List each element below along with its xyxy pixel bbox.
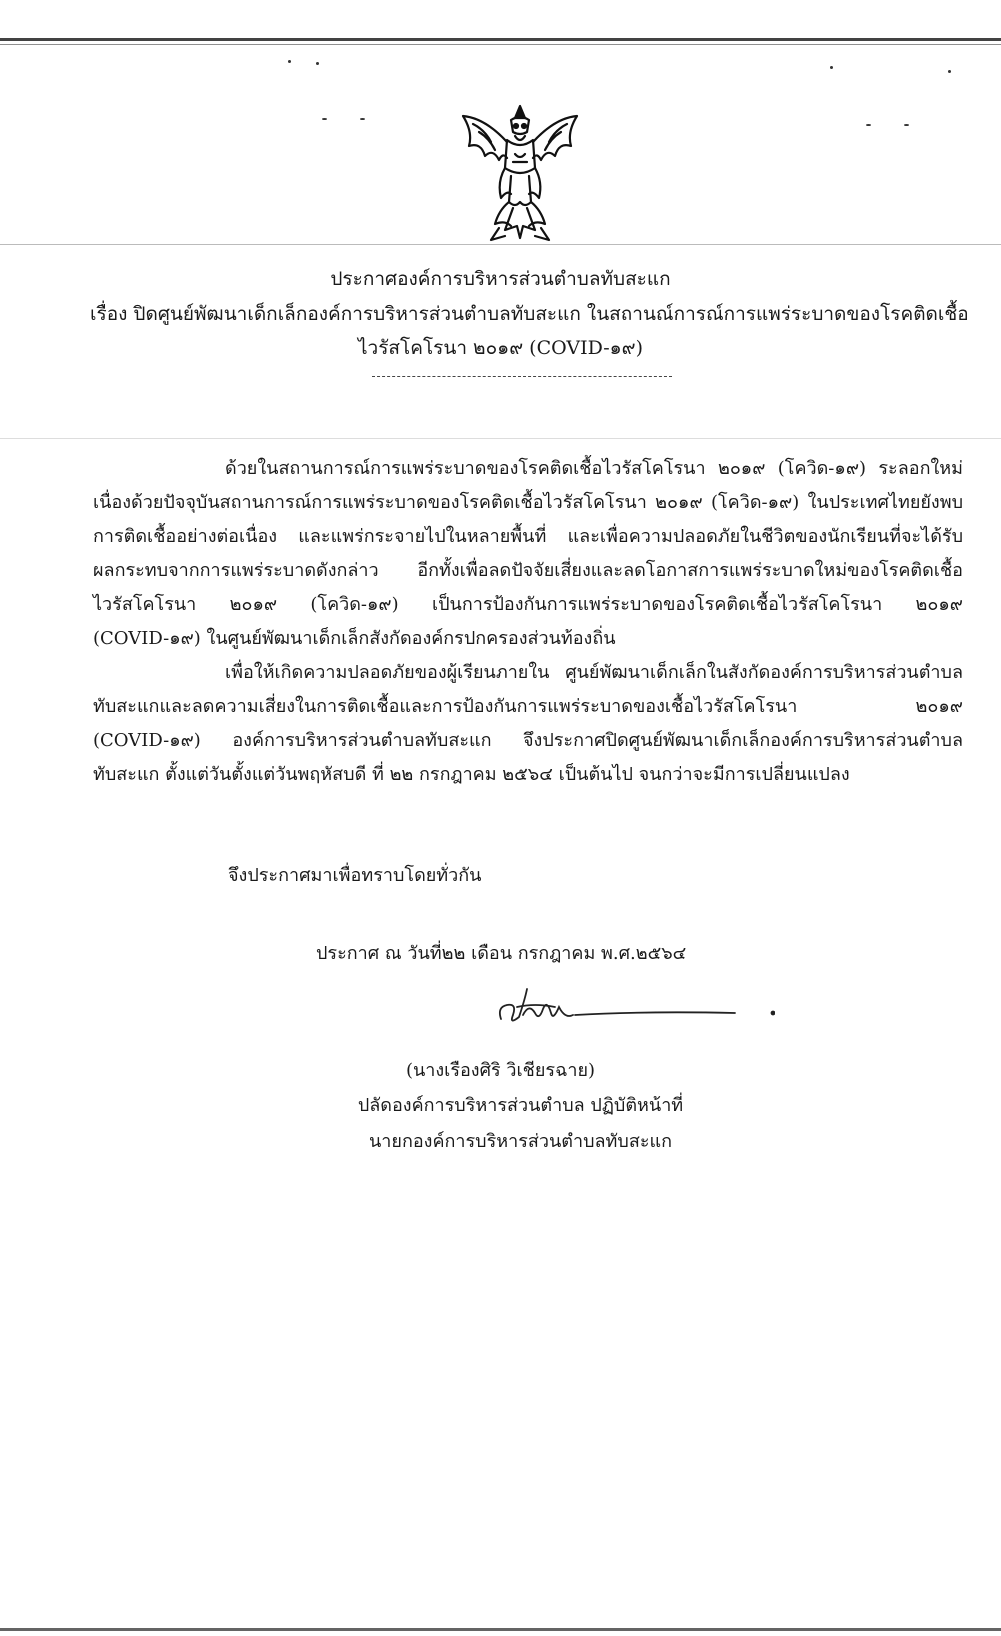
garuda-emblem-icon <box>455 98 585 248</box>
scan-speck <box>316 62 319 65</box>
scan-edge-bottom <box>0 1628 1001 1631</box>
handwritten-signature <box>495 985 775 1035</box>
scan-edge-top-faint <box>0 44 1001 45</box>
scan-speck <box>288 60 291 63</box>
closing-statement: จึงประกาศมาเพื่อทราบโดยทั่วกัน <box>228 865 482 886</box>
scan-speck <box>866 124 871 126</box>
signatory-position-acting: นายกองค์การบริหารส่วนตำบลทับสะแก <box>368 1131 672 1152</box>
scan-edge-top <box>0 38 1001 41</box>
document-subject: เรื่อง ปิดศูนย์พัฒนาเด็กเล็กองค์การบริหารส่วนตำบลทับสะแก ในสถานณ์การณ์การแพร่ระบาดของโรคติดเชื้อ <box>90 303 969 325</box>
scan-speck <box>904 124 909 126</box>
scan-speck <box>360 118 365 120</box>
document-title: ประกาศองค์การบริหารส่วนตำบลทับสะแก <box>330 268 671 290</box>
scan-fold-line <box>0 438 1001 439</box>
signatory-name: (นางเรืองศิริ วิเชียรฉาย) <box>405 1060 596 1081</box>
title-divider <box>372 376 672 377</box>
scan-speck <box>948 70 951 73</box>
scan-speck <box>830 66 833 69</box>
body-paragraph-1: ด้วยในสถานการณ์การแพร่ระบาดของโรคติดเชื้อไวรัสโคโรนา ๒๐๑๙ (โควิด-๑๙) ระลอกใหม่ เนื่องด้วยปัจจุบันสถานการณ์การแพร่ระบาดของโรคติดเชื้อไวรัสโคโรนา ๒๐๑๙ (โควิด-๑๙) ในประเทศไทยยังพบการติดเชื้ออย่างต่อเนื่อง และแพร่กระจายไปในหลายพื้นที่ และเพื่อความปลอดภัยในชีวิตของนักเรียนที่จะได้รับผลกระทบจากการแพร่ระบาดดังกล่าว อีกทั้งเพื่อลดปัจจัยเสี่ยงและลดโอกาสการแพร่ระบาดใหม่ของโรคติดเชื้อไวรัสโคโรนา ๒๐๑๙ (โควิด-๑๙) เป็นการป้องกันการแพร่ระบาดของโรคติดเชื้อไวรัสโคโรนา ๒๐๑๙ (COVID-๑๙) ในศูนย์พัฒนาเด็กเล็กสังกัดองค์กรปกครองส่วนท้องถิ่น <box>93 458 963 649</box>
body-paragraph-2: เพื่อให้เกิดความปลอดภัยของผู้เรียนภายใน ศูนย์พัฒนาเด็กเล็กในสังกัดองค์การบริหารส่วนตำบลทับสะแกและลดความเสี่ยงในการติดเชื้อและการป้องกันการแพร่ระบาดของเชื้อไวรัสโคโรนา ๒๐๑๙ (COVID-๑๙) องค์การบริหารส่วนตำบลทับสะแก จึงประกาศปิดศูนย์พัฒนาเด็กเล็กองค์การบริหารส่วนตำบลทับสะแก ตั้งแต่วันตั้งแต่วันพฤหัสบดี ที่ ๒๒ กรกฎาคม ๒๕๖๔ เป็นต้นไป จนกว่าจะมีการเปลี่ยนแปลง <box>93 662 963 785</box>
signatory-position: ปลัดองค์การบริหารส่วนตำบล ปฏิบัติหน้าที่ <box>357 1095 684 1116</box>
announcement-date: ประกาศ ณ วันที่๒๒ เดือน กรกฎาคม พ.ศ.๒๕๖๔ <box>316 943 687 964</box>
scan-speck <box>322 118 327 120</box>
document-subject-continued: ไวรัสโคโรนา ๒๐๑๙ (COVID-๑๙) <box>358 337 643 359</box>
